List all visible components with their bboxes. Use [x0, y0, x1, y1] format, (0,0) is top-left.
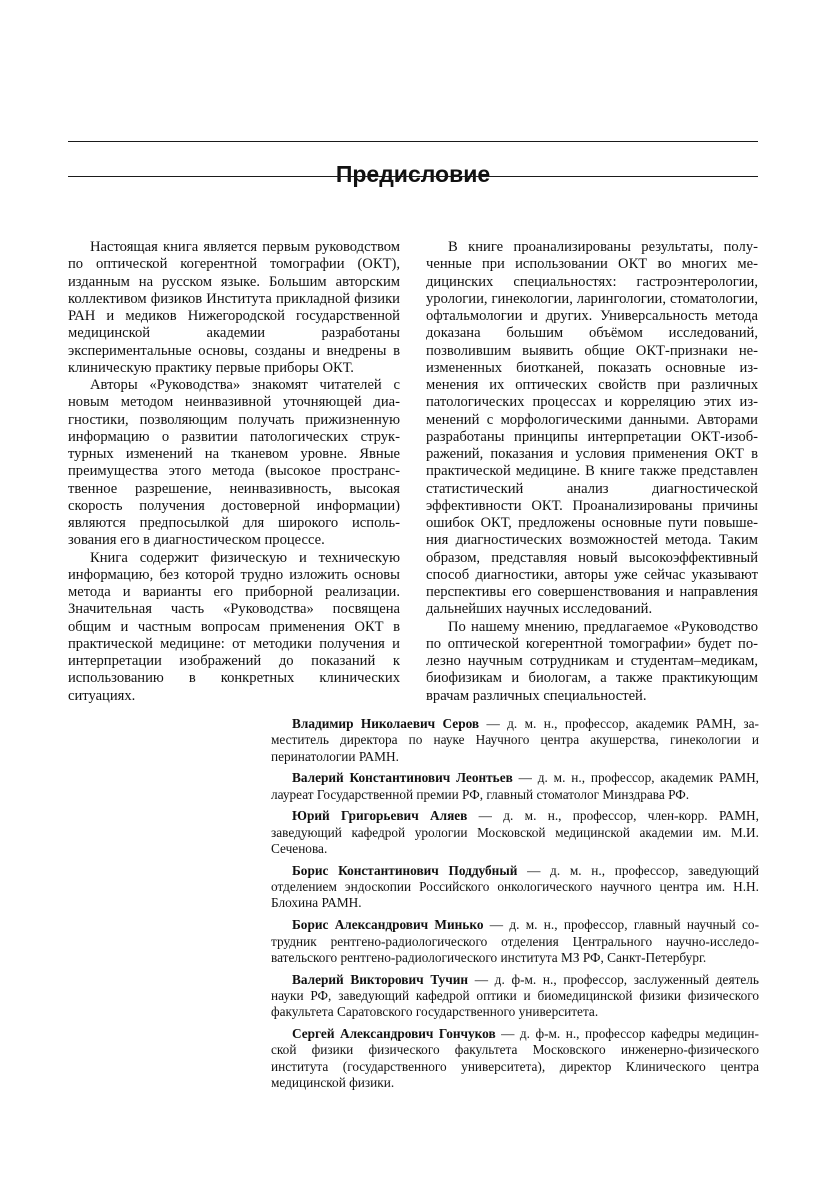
paragraph: Книга содержит физическую и техническую информацию, без которой трудно изложить основы метода и варианты его приборной реализации. Значительная часть «Руководства» посвящена общим и частным вопросам применения ОКТ в практической медицине: от методики получения и интерпретации изображений до показаний к использованию в конкретных клинических ситуациях. — [68, 549, 400, 704]
author-description: — д. м. н., профессор, заведующий отделением эндоскопии Российского онкологического научного центра им. Н.Н. Блохина РАМН. — [271, 862, 759, 911]
author-name: Борис Александрович Минько — [292, 917, 484, 933]
author-list — [271, 716, 759, 1097]
title-rule-bottom — [68, 176, 758, 177]
author-description: — д. м. н., профессор, академик РАМН, заместитель директора по науке Научного центра акушерства, гинекологии и перинатологии РАМН. — [271, 716, 759, 764]
title-rule-top — [68, 141, 758, 142]
author-description: — д. ф-м. н., профессор, заслуженный деятель науки РФ, заведующий кафедрой оптики и биомедицинской физики физического факультета Саратовского государственного университета. — [271, 971, 759, 1020]
author-entry — [271, 770, 759, 803]
author-entry — [271, 1026, 759, 1091]
author-entry — [271, 972, 759, 1021]
paragraph: В книге проанализированы результаты, полученные при использовании ОКТ во многих медицинских специальностях: гастроэнтерологии, урологии, гинекологии, ларингологии, стоматологии, офтальмологии и других. Универсальность метода доказана большим объёмом исследований, позволившим выявить общие ОКТ-признаки неизмененных биотканей, показать основные изменения их оптических свойств при различных патологических процессах и корреляцию этих изменений с морфологическими данными. Авторами разработаны принципы интерпретации ОКТ-изображений, показания и условия применения ОКТ в практической медицине. В книге также представлен статистический анализ диагностической эффективности ОКТ. Проанализированы причины ошибок ОКТ, предложены основные пути повышения диагностических возможностей метода. Таким образом, представляя новый высокоэффективный способ диагностики, авторы уже сейчас указывают перспективы его совершенствования и направления дальнейших научных исследований. — [426, 239, 758, 618]
author-entry — [271, 716, 759, 765]
author-entry — [271, 917, 759, 966]
left-column — [68, 239, 400, 705]
author-description: — д. м. н., профессор, академик РАМН, лауреат Государственной премии РФ, главный стоматолог Минздрава РФ. — [271, 770, 759, 802]
paragraph: Настоящая книга является первым руководством по оптической когерентной томографии (ОКТ), изданным на русском языке. Большим авторским коллективом физиков Института прикладной физики РАН и медиков Нижегородской государственной медицинской академии разработаны экспериментальные основы, созданы и внедрены в клиническую практику первые приборы ОКТ. — [68, 239, 400, 376]
author-entry — [271, 808, 759, 857]
author-description: — д. м. н., профессор, член-корр. РАМН, заведующий кафедрой урологии Московской медицинской академии им. М.И. Сеченова. — [271, 808, 759, 857]
author-description: — д. м. н., профессор, главный научный сотрудник рентгено-радиологического отделения Центрального научно-исследовательского рентгено-радиологического института МЗ РФ, Санкт-Петербург. — [271, 917, 759, 965]
author-name: Борис Константинович Поддубный — [292, 862, 518, 878]
right-column — [426, 239, 758, 705]
page-title: Предисловие — [335, 161, 491, 188]
paragraph: По нашему мнению, предлагаемое «Руководство по оптической когерентной томографии» будет полезно научным сотрудникам и студентам–медикам, биофизикам и биологам, а также практикующим врачам различных специальностей. — [426, 618, 758, 704]
author-name: Владимир Николаевич Серов — [292, 716, 480, 731]
author-name: Юрий Григорьевич Аляев — [292, 808, 468, 824]
author-name: Валерий Викторович Тучин — [292, 971, 469, 987]
author-name: Сергей Александрович Гончуков — [292, 1026, 496, 1042]
author-entry — [271, 863, 759, 912]
author-description: — д. ф-м. н., профессор кафедры медицинской физики физического факультета Московского инженерно-физического института (государственного университета), директор Клинического центра медицинской физики. — [271, 1026, 759, 1090]
paragraph: Авторы «Руководства» знакомят читателей с новым методом неинвазивной уточняющей диагностики, позволяющим получать прижизненную информацию о развитии патологических структурных изменений на тканевом уровне. Явные преимущества этого метода (высокое пространственное разрешение, неинвазивность, высокая скорость получения достоверной информации) являются предпосылкой для широкого использования его в диагностическом процессе. — [68, 377, 400, 549]
author-name: Валерий Константинович Леонтьев — [292, 770, 513, 786]
